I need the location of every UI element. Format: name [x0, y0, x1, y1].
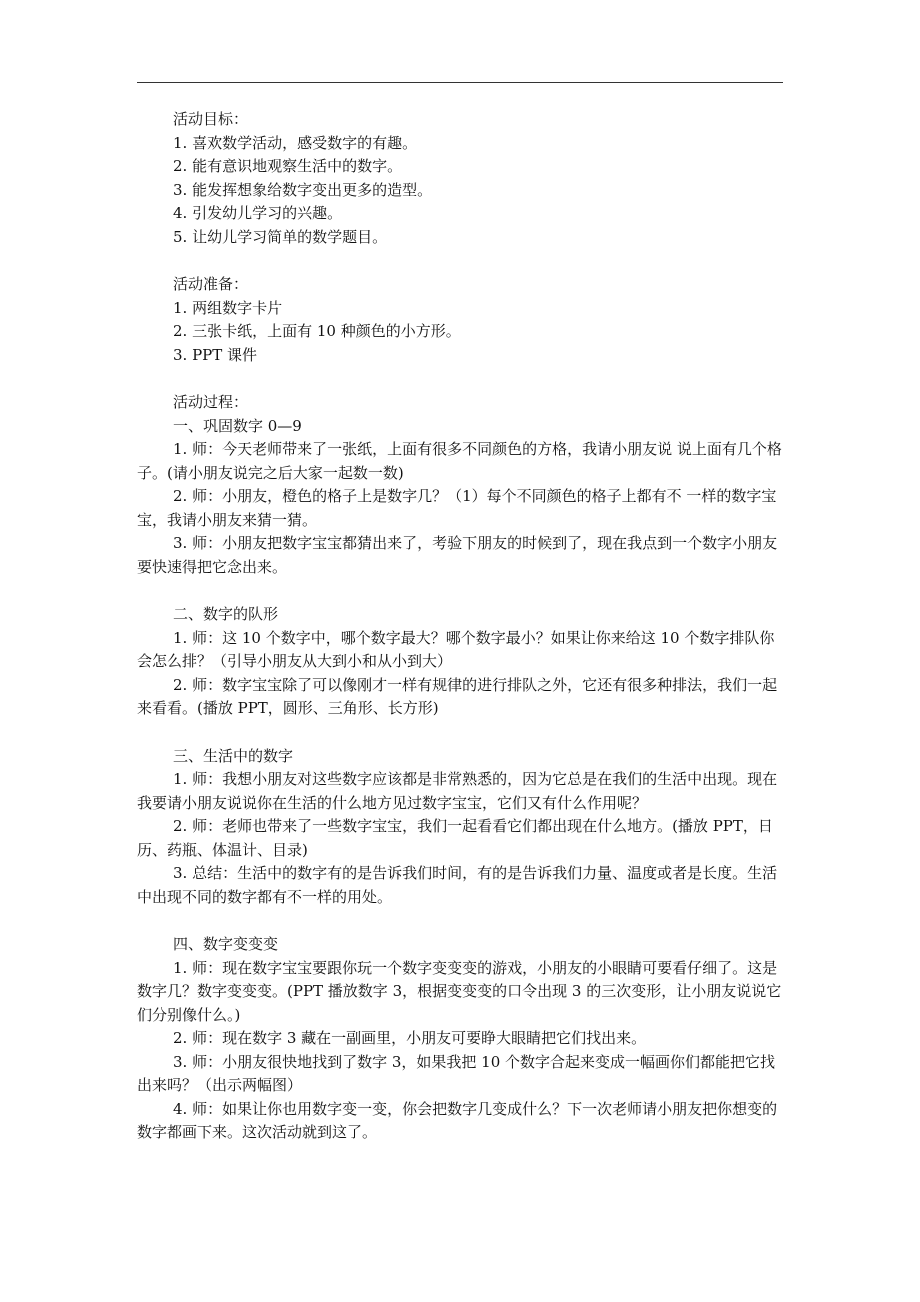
section-title: 活动过程：	[173, 393, 249, 411]
section-preparation	[137, 273, 787, 367]
list-item: 3. 总结：生活中的数字有的是告诉我们时间，有的是告诉我们力量、温度或者是长度。生活中出现不同的数字都有不一样的用处。	[137, 864, 778, 906]
list-item: 2. 能有意识地观察生活中的数字。	[173, 157, 403, 175]
list-item: 2. 师：现在数字 3 藏在一副画里，小朋友可要睁大眼睛把它们找出来。	[173, 1029, 647, 1047]
list-item: 3. 师：小朋友把数字宝宝都猜出来了，考验下朋友的时候到了，现在我点到一个数字小朋友要快速得把它念出来。	[137, 534, 778, 576]
header-rule	[137, 82, 783, 83]
section-title: 二、数字的队形	[173, 605, 279, 623]
section-title: 四、数字变变变	[173, 935, 279, 953]
section-numbers-in-life	[137, 745, 787, 910]
list-item: 2. 三张卡纸，上面有 10 种颜色的小方形。	[173, 322, 461, 340]
list-item: 1. 师：现在数字宝宝要跟你玩一个数字变变变的游戏，小朋友的小眼睛可要看仔细了。这是数字几？数字变变变。(PPT 播放数字 3，根据变变变的口令出现 3 的三次变形，让小朋友说说它们分别像什么。)	[137, 958, 782, 1024]
list-item: 3. 师：小朋友很快地找到了数字 3，如果我把 10 个数字合起来变成一幅画你们都能把它找出来吗？（出示两幅图）	[137, 1052, 776, 1094]
section-process	[137, 391, 787, 579]
section-number-transform	[137, 933, 787, 1145]
list-item: 1. 两组数字卡片	[173, 298, 283, 317]
list-item: 5. 让幼儿学习简单的数学题目。	[173, 227, 388, 246]
document-body	[137, 108, 787, 1145]
list-item: 1. 师：今天老师带来了一张纸，上面有很多不同颜色的方格，我请小朋友说 说上面有几个格子。(请小朋友说完之后大家一起数一数)	[137, 440, 782, 482]
list-item: 1. 师：我想小朋友对这些数字应该都是非常熟悉的，因为它总是在我们的生活中出现。现在我要请小朋友说说你在生活的什么地方见过数字宝宝，它们又有什么作用呢？	[137, 770, 778, 812]
list-item: 3. 能发挥想象给数字变出更多的造型。	[173, 180, 433, 199]
list-item: 2. 师：小朋友，橙色的格子上是数字几？（1）每个不同颜色的格子上都有不 一样的数字宝宝，我请小朋友来猜一猜。	[137, 487, 777, 529]
list-item: 4. 师：如果让你也用数字变一变，你会把数字几变成什么？下一次老师请小朋友把你想变的数字都画下来。这次活动就到这了。	[137, 1099, 778, 1141]
list-item: 4. 引发幼儿学习的兴趣。	[173, 204, 343, 222]
section-number-formation	[137, 603, 787, 721]
list-item: 2. 师：老师也带来了一些数字宝宝，我们一起看看它们都出现在什么地方。(播放 PPT，日历、药瓶、体温计、目录)	[137, 817, 773, 859]
section-title: 活动准备：	[173, 275, 249, 293]
section-title: 活动目标：	[173, 110, 249, 128]
list-item: 1. 师：这 10 个数字中，哪个数字最大？哪个数字最小？如果让你来给这 10 个数字排队你会怎么排？（引导小朋友从大到小和从小到大）	[137, 628, 775, 670]
section-title: 三、生活中的数字	[173, 746, 294, 765]
section-subtitle: 一、巩固数字 0—9	[173, 416, 302, 435]
list-item: 3. PPT 课件	[173, 345, 258, 364]
list-item: 2. 师：数字宝宝除了可以像刚才一样有规律的进行排队之外，它还有很多种排法，我们一起来看看。(播放 PPT，圆形、三角形、长方形)	[137, 675, 778, 717]
list-item: 1. 喜欢数学活动，感受数字的有趣。	[173, 133, 418, 152]
section-goals	[137, 108, 787, 249]
